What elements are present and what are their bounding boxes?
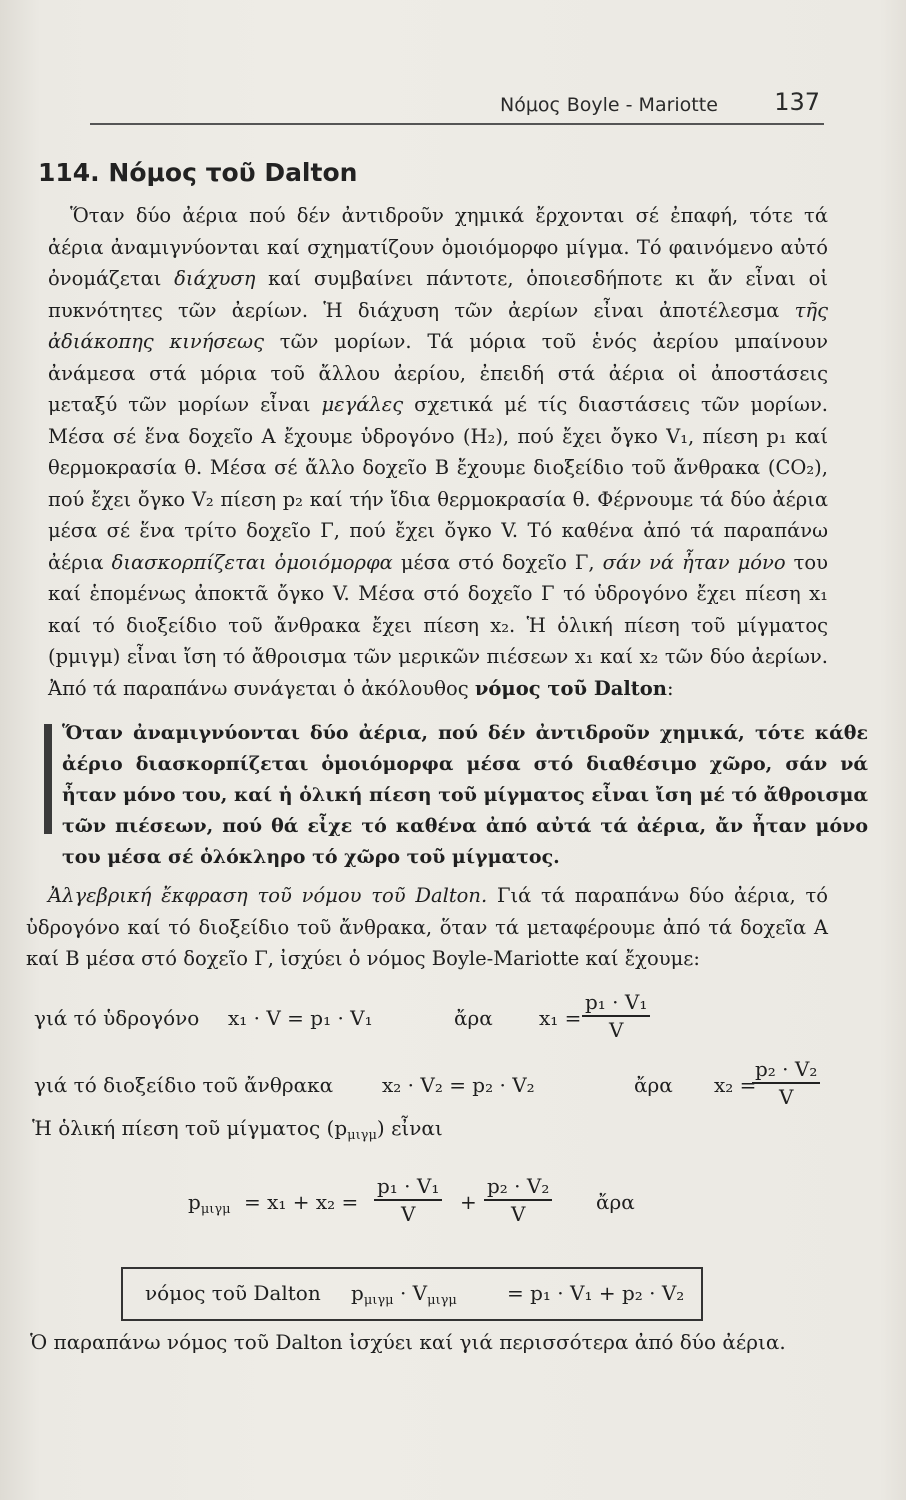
emphasis: διάχυση <box>174 267 256 290</box>
therefore-word: ἄρα <box>596 1190 635 1214</box>
denominator: V <box>608 1018 624 1042</box>
equation-label: γιά τό διοξείδιο τοῦ ἄνθρακα <box>34 1073 334 1097</box>
fraction <box>484 1173 552 1227</box>
text-run: Ἡ ὁλική πίεση τοῦ μίγματος (p <box>32 1116 348 1140</box>
subscript: μιγμ <box>200 1202 231 1217</box>
therefore-word: ἄρα <box>454 1006 493 1030</box>
law-text: Ὅταν ἀναμιγνύονται δύο ἀέρια, πού δέν ἀντιδροῦν χημικά, τότε κάθε ἀέριο διασκορπίζεται ὁμοιόμορφα μέσα στό διαθέσιμο χῶρο, σάν νά ἦταν μόνο του, καί ἡ ὁλική πίεση τοῦ μίγματος εἶναι ἴση μέ τό ἄθροισμα τῶν πιέσεων, πού θά εἶχε τό καθένα ἀπό αὐτά τά ἀέρια, ἄν ἦταν μόνο του μέσα σέ ὁλόκληρο τό χῶρο τοῦ μίγματος. <box>62 722 868 868</box>
header-rule <box>90 123 824 125</box>
law-statement <box>22 718 868 873</box>
subscript: μιγμ <box>347 1128 377 1143</box>
denominator: V <box>510 1202 526 1226</box>
boxed-rhs: = p₁ · V₁ + p₂ · V₂ <box>507 1281 685 1305</box>
text-run: ) εἶναι <box>376 1116 443 1140</box>
emphasis: μεγάλες <box>321 393 404 416</box>
equation-lhs: x₂ = <box>714 1073 757 1097</box>
equation-left: x₁ · V = p₁ · V₁ <box>228 1006 373 1030</box>
boxed-label: νόμος τοῦ Dalton <box>145 1281 321 1305</box>
total-pressure-label <box>32 1116 443 1143</box>
text-run: τῶν μορίων. Τά μόρια τοῦ ἑνός ἀερίου μπαίνουν ἀνάμεσα στά μόρια τοῦ ἄλλου ἀερίου, ἐπειδή στά ἀέρια οἱ ἀποστάσεις μεταξύ τῶν μορίων εἶναι <box>48 330 828 416</box>
boxed-law <box>121 1267 703 1321</box>
text-run: του καί ἑπομένως ἀποκτᾶ ὄγκο V. Μέσα στό δοχεῖο Γ τό ὑδρογόνο ἔχει πίεση x₁ καί τό διοξείδιο τοῦ ἄνθρακα ἔχει πίεση x₂. Ἡ ὁλική πίεση τοῦ μίγματος (pμιγμ) εἶναι ἴση τό ἄθροισμα τῶν μερικῶν πιέσεων x₁ καί x₂ τῶν δύο ἀερίων. Ἀπό τά παραπάνω συνάγεται ὁ ἀκόλουθος <box>48 550 829 700</box>
text-run: : <box>666 676 674 700</box>
plus-sign: + <box>460 1190 477 1214</box>
subscript: μιγμ <box>427 1293 457 1308</box>
equation-total <box>188 1174 635 1226</box>
margin-bar <box>44 724 52 834</box>
denominator: V <box>400 1202 416 1226</box>
running-title: Νόμος Boyle - Mariotte <box>500 94 718 116</box>
denominator: V <box>778 1085 794 1109</box>
algebraic-text: Γιά τά παραπάνω δύο ἀέρια, τό ὑδρογόνο καί τό διοξείδιο τοῦ ἄνθρακα, ὅταν τά μεταφέρουμε ἀπό τά δοχεῖα Α καί Β μέσα στό δοχεῖο Γ, ἰσχύει ὁ νόμος Boyle-Mariotte καί ἔχουμε: <box>26 884 828 970</box>
law-name: νόμος τοῦ Dalton <box>474 676 667 700</box>
numerator: p₁ · V₁ <box>582 989 650 1017</box>
section-title <box>38 158 357 187</box>
algebraic-paragraph <box>26 880 828 975</box>
equation-hydrogen <box>34 990 648 1042</box>
volume-symbol: · V <box>399 1281 428 1305</box>
emphasis: διασκορπίζεται ὁμοιόμορφα <box>111 550 393 574</box>
section-heading: Νόμος τοῦ Dalton <box>108 158 358 187</box>
main-paragraph <box>48 200 828 704</box>
fraction <box>374 1173 442 1227</box>
numerator: p₁ · V₁ <box>374 1173 442 1201</box>
closing-sentence: Ὁ παραπάνω νόμος τοῦ Dalton ἰσχύει καί γιά περισσότερα ἀπό δύο ἀέρια. <box>30 1330 786 1354</box>
boxed-lhs <box>351 1281 457 1308</box>
pressure-symbol: p <box>351 1281 364 1305</box>
equation-left: x₂ · V₂ = p₂ · V₂ <box>382 1073 535 1097</box>
subscript: μιγμ <box>363 1293 394 1308</box>
section-number: 114. <box>38 158 100 187</box>
therefore-word: ἄρα <box>634 1073 673 1097</box>
numerator: p₂ · V₂ <box>752 1056 820 1084</box>
algebraic-heading: Ἀλγεβρική ἔκφραση τοῦ νόμου τοῦ Dalton. <box>48 884 488 907</box>
emphasis: τῆς ἀδιάκοπης κινήσεως <box>48 298 828 353</box>
emphasis: σάν νά ἦταν μόνο <box>602 550 786 574</box>
equation-middle: = x₁ + x₂ = <box>244 1190 359 1214</box>
equation-co2 <box>34 1057 818 1109</box>
numerator: p₂ · V₂ <box>484 1173 552 1201</box>
text-run: καί συμβαίνει πάντοτε, ὁποιεσδήποτε κι ἄν εἶναι οἱ πυκνότητες τῶν ἀερίων. Ἡ διάχυση τῶν ἀερίων εἶναι ἀποτέλεσμα <box>48 267 828 322</box>
text-run: σχετικά μέ τίς διαστάσεις τῶν μορίων. Μέσα σέ ἕνα δοχεῖο Α ἔχουμε ὑδρογόνο (H₂), πού ἔχει ὄγκο V₁, πίεση p₁ καί θερμοκρασία θ. Μέσα σέ ἄλλο δοχεῖο Β ἔχουμε διοξείδιο τοῦ ἄνθρακα (CO₂), πού ἔχει ὄγκο V₂ πίεση p₂ καί τήν ἴδια θερμοκρασία θ. Φέρνουμε τά δύο ἀέρια μέσα σέ ἕνα τρίτο δοχεῖο Γ, πού ἔχει ὄγκο V. Τό καθένα ἀπό τά παραπάνω ἀέρια <box>48 393 828 574</box>
pressure-symbol: p <box>188 1190 201 1214</box>
fraction <box>582 989 650 1043</box>
text-run: Ὅταν δύο ἀέρια πού δέν ἀντιδροῦν χημικά ἔρχονται σέ ἐπαφή, τότε τά ἀέρια ἀναμιγνύονται καί σχηματίζουν ὁμοιόμορφο μίγμα. Τό φαινόμενο αὐτό ὀνομάζεται <box>48 204 828 290</box>
fraction <box>752 1056 820 1110</box>
equation-label: γιά τό ὑδρογόνο <box>34 1006 200 1030</box>
text-run: μέσα στό δοχεῖο Γ, <box>392 550 603 574</box>
equation-lhs: x₁ = <box>539 1006 582 1030</box>
page-number: 137 <box>774 88 820 116</box>
